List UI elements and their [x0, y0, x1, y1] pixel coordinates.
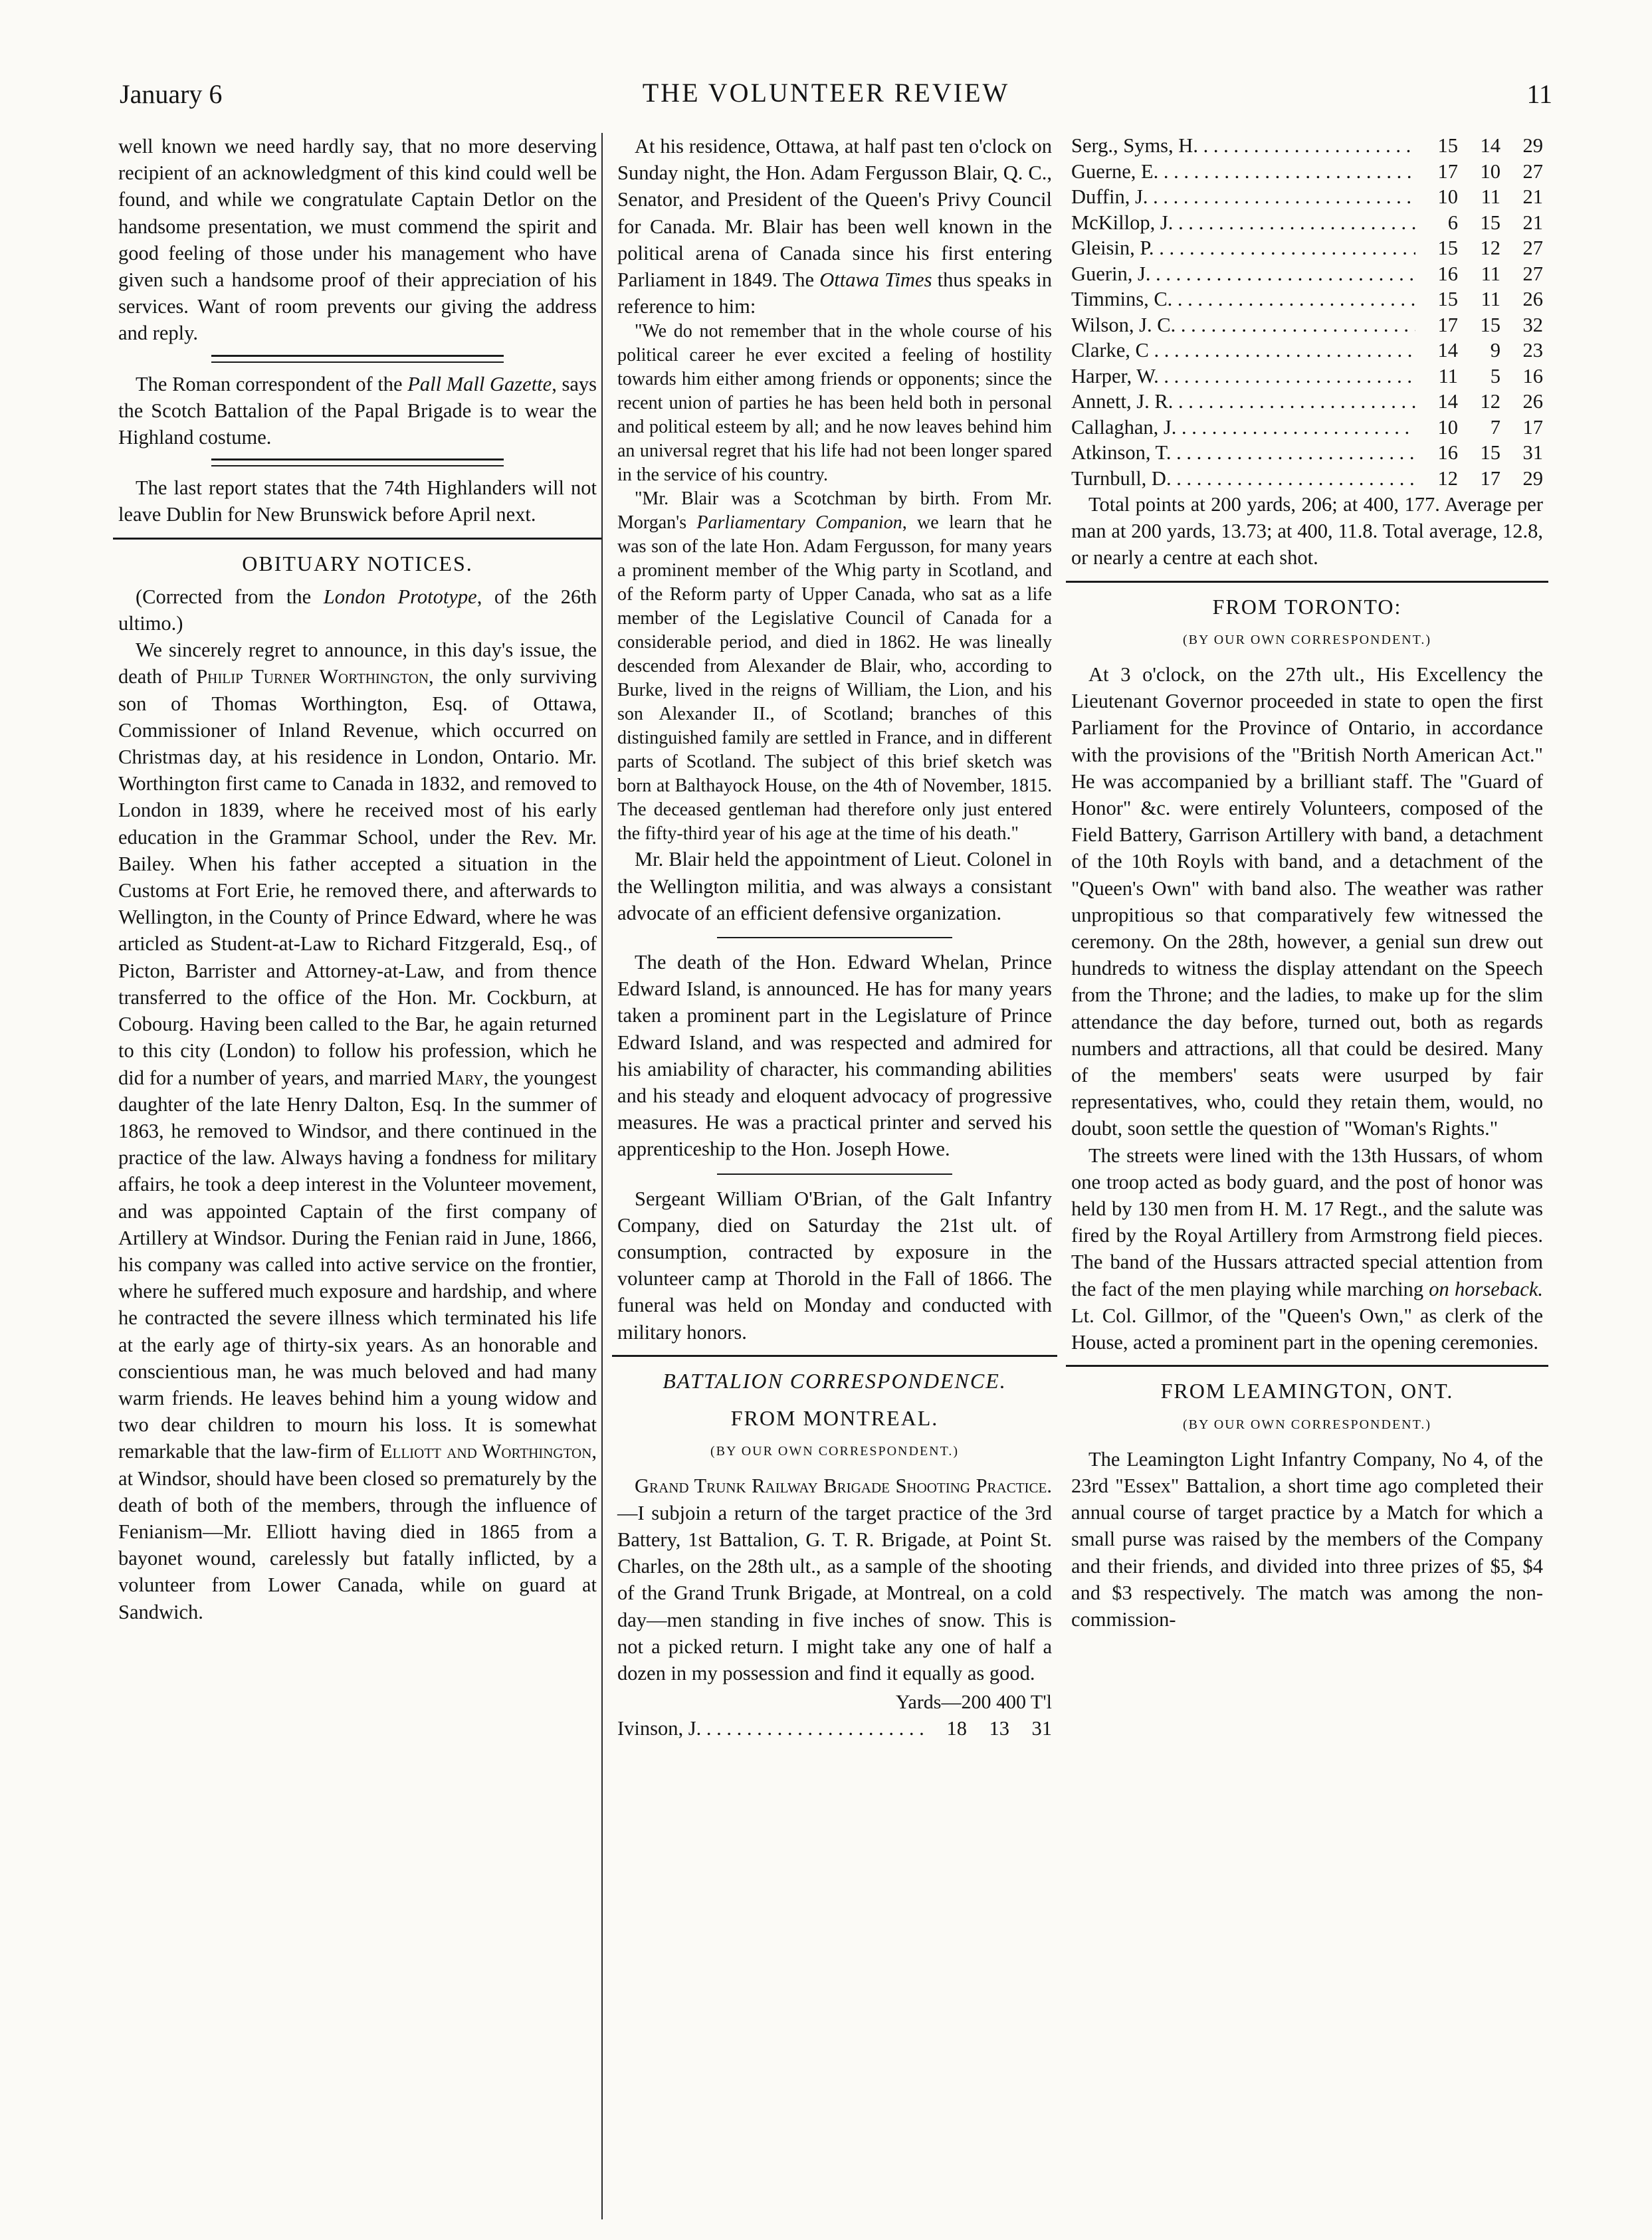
- score-row: [1071, 235, 1543, 261]
- score-name: Turnbull, D. . . .: [1071, 466, 1415, 492]
- score-200: 17: [1437, 159, 1458, 183]
- score-name: Gleisin, P. . . .: [1071, 235, 1415, 261]
- toronto-paragraph-1: At 3 o'clock, on the 27th ult., His Excellency the Lieutenant Governor proceeded in state to open the first Parliament for the Province of Ontario, in accordance with the provisions of the "British North American Act." He was accompanied by a brilliant staff. The "Guard of Honor" &c. were entirely Volunteers, composed of the Field Battery, Garrison Artillery with band, a detachment of the 10th Royls with band, and a detachment of the "Queen's Own" with band also. The weather was rather unpropitious so that comparatively few witnessed the ceremony. On the 28th, however, a genial sun drew out hundreds to witness the display attendant on the Speech from the Throne; and the ladies, to make up for the slim attendance the day before, turned out, both as regards numbers and attractions, all that could be desired. Many of the members' seats were usurped by fair representatives, who, could they retain them, would, no doubt, soon settle the question of "Woman's Rights.": [1071, 663, 1543, 1140]
- score-total: 21: [1522, 185, 1543, 208]
- score-row: [1071, 159, 1543, 185]
- score-total: 26: [1522, 288, 1543, 310]
- score-table: [1071, 133, 1543, 491]
- section-divider: [717, 1173, 952, 1175]
- score-200: 10: [1437, 185, 1458, 208]
- text-run: on horseback.: [1429, 1277, 1543, 1300]
- toronto-paragraph-2: [1071, 1142, 1543, 1356]
- score-400: 17: [1480, 466, 1500, 490]
- text-run: (Corrected from the: [136, 585, 324, 608]
- text-run: Elliott and Worthington: [379, 1440, 592, 1463]
- obrian-paragraph: Sergeant William O'Brian, of the Galt Infantry Company, died on Saturday the 21st ult. of consumption, contracted by exposure in the volunteer camp at Thorold in the Fall of 1866. The funeral was held on Monday and conducted with military honors.: [617, 1187, 1052, 1344]
- score-name: McKillop, J. . . .: [1071, 210, 1415, 236]
- montreal-byline: (BY OUR OWN CORRESPONDENT.): [710, 1444, 959, 1459]
- score-name: Serg., Syms, H. . . .: [1071, 133, 1415, 159]
- text-run: —I subjoin a return of the target practice of the 3rd Battery, 1st Battalion, G. T. R. Brigade, at Point St. Charles, on the 28th ult., as a sample of the shooting of the Grand Trunk Brigade, at Montreal, on a cold day—men standing in five inches of snow. This is not a picked return. I might take any one of half a dozen in my possession and find it equally as good.: [617, 1501, 1052, 1684]
- score-200: 16: [1437, 441, 1458, 464]
- score-row: [1071, 184, 1543, 210]
- score-400: 11: [1481, 288, 1500, 310]
- score-400: 7: [1490, 415, 1500, 439]
- score-name: Duffin, J. . . .: [1071, 184, 1415, 210]
- score-total: 31: [1031, 1717, 1052, 1740]
- section-divider: [113, 538, 602, 540]
- score-row: [1071, 312, 1543, 338]
- score-total: 16: [1522, 364, 1543, 387]
- leamington-byline: (BY OUR OWN CORRESPONDENT.): [1183, 1417, 1431, 1432]
- blair-quote-1: "We do not remember that in the whole course of his political career he ever excited a feeling of hostility towards him either among friends or opponents; since the recent union of parties he has been held both in personal and political esteem by all; and he now leaves behind him an universal regret that his life had not been longer spared in the service of his country.: [617, 321, 1052, 486]
- score-name: Clarke, C . . .: [1071, 338, 1415, 363]
- score-200: 15: [1437, 288, 1458, 310]
- text-run: At his residence, Ottawa, at half past ten o'clock on Sunday night, the Hon. Adam Fergusson Blair, Q. C., Senator, and President of the Queen's Privy Council for Canada. Mr. Blair has been well known in the political arena of Canada since his first entering Parliament in 1849. The: [617, 135, 1052, 292]
- highlanders-paragraph: The last report states that the 74th Highlanders will not leave Dublin for New Brunswick before April next.: [118, 476, 597, 526]
- column-1: [118, 133, 597, 1625]
- page-number: 11: [1526, 79, 1552, 109]
- text-run: We sincerely regret to announce, in this day's issue, the death of: [118, 639, 597, 688]
- section-divider: [211, 458, 504, 466]
- score-total: 29: [1522, 134, 1543, 157]
- section-divider: [1066, 581, 1548, 583]
- header-date: January 6: [120, 79, 223, 109]
- score-400: 15: [1480, 211, 1500, 234]
- text-run: , we learn that he was son of the late Hon. Adam Fergusson, for many years a prominent member of the Whig party in Scotland, and of the Reform party of Upper Canada, who sat as a life member of the Legislative Council of Canada for a considerable period, and died in 1862. He was lineally descended from Alexander de Blair, who, according to Burke, lived in the reigns of William, the Lion, and his son Alexander II., of Scotland; branches of this distinguished family are settled in France, and in different parts of Scotland. The subject of this brief sketch was born at Balthayock House, on the 4th of November, 1815. The deceased gentleman had therefore only just entered the fifty-third year of his age at the time of his death.": [617, 512, 1052, 845]
- text-run: Ottawa Times: [819, 268, 932, 292]
- text-run: Philip Turner Worthington: [196, 665, 429, 688]
- text-run: , of the 26th ultimo.): [118, 585, 597, 635]
- text-run: Parliamentary Companion: [696, 512, 902, 534]
- score-total: 23: [1522, 339, 1543, 361]
- score-name: Wilson, J. C. . . .: [1071, 312, 1415, 338]
- score-total: 31: [1522, 441, 1543, 464]
- score-name: Guerne, E. . . .: [1071, 159, 1415, 185]
- text-run: London Prototype: [323, 585, 477, 608]
- score-400: 12: [1480, 237, 1500, 259]
- score-total: 26: [1522, 390, 1543, 413]
- score-name: Timmins, C. . . .: [1071, 286, 1415, 312]
- score-400: 15: [1480, 313, 1500, 336]
- score-200: 17: [1437, 313, 1458, 336]
- score-400: 11: [1481, 262, 1500, 285]
- toronto-byline: (BY OUR OWN CORRESPONDENT.): [1183, 632, 1431, 647]
- text-run: "Mr. Blair was a Scotchman by birth. From Mr. Morgan's: [617, 488, 1052, 534]
- score-row: [1071, 466, 1543, 492]
- score-200: 15: [1437, 237, 1458, 259]
- score-200: 12: [1437, 466, 1458, 490]
- score-400: 5: [1490, 364, 1500, 387]
- score-total: 32: [1522, 313, 1543, 336]
- toronto-heading: FROM TORONTO:: [1212, 594, 1402, 619]
- score-name: Annett, J. R. . . .: [1071, 389, 1415, 415]
- score-row: [1071, 210, 1543, 236]
- text-run: , says the Scotch Battalion of the Papal Brigade is to wear the Highland costume.: [118, 372, 597, 449]
- section-divider: [211, 355, 504, 363]
- text-run: Lt. Col. Gillmor, of the "Queen's Own," as clerk of the House, acted a prominent part in the opening ceremonies.: [1071, 1304, 1543, 1354]
- score-row: [1071, 415, 1543, 441]
- score-name: Harper, W. . . .: [1071, 363, 1415, 389]
- score-table-header: Yards—200 400 T'l: [895, 1691, 1052, 1714]
- score-400: 14: [1480, 134, 1500, 157]
- papal-brigade-paragraph: [118, 371, 597, 451]
- detlor-paragraph: well known we need hardly say, that no more deserving recipient of an acknowledgment of this kind could well be found, and while we congratulate Captain Detlor on the handsome presentation, we must commend the spirit and good feeling of those under his management who have given such a handsome proof of their appreciation of his services. Want of room prevents our giving the address and reply.: [118, 135, 597, 345]
- score-row: [1071, 133, 1543, 159]
- score-200: 16: [1437, 262, 1458, 285]
- score-total: 27: [1522, 237, 1543, 259]
- score-name: Atkinson, T. . . .: [1071, 440, 1415, 466]
- score-total: 17: [1522, 415, 1543, 439]
- score-totals-paragraph: Total points at 200 yards, 206; at 400, 177. Average per man at 200 yards, 13.73; at 400, 11.8. Total average, 12.8, or nearly a centre at each shot.: [1071, 493, 1543, 569]
- leamington-heading: FROM LEAMINGTON, ONT.: [1160, 1379, 1454, 1403]
- score-200: 10: [1437, 415, 1458, 439]
- text-run: , the only surviving son of Thomas Worthington, Esq. of Ottawa, Commissioner of Inland Revenue, which occurred on Christmas day, at his residence in London, Ontario. Mr. Worthington first came to Canada in 1832, and removed to London in 1839, where he received most of his early education in the Grammar School, under the Rev. Mr. Bailey. When his father accepted a situation in the Customs at Fort Erie, he removed there, and afterwards to Wellington, in the County of Prince Edward, where he was articled as Student-at-Law to Richard Fitzgerald, Esq., of Picton, Barrister and Attorney-at-Law, and from thence transferred to the office of the Hon. Mr. Cockburn, at Cobourg. Having been called to the Bar, he again returned to this city (London) to follow his profession, which he did for a number of years, and married: [118, 665, 597, 1089]
- text-run: Pall Mall Gazette: [407, 372, 552, 395]
- obituary-heading: OBITUARY NOTICES.: [242, 551, 473, 575]
- score-row: [617, 1716, 1052, 1742]
- score-name: Callaghan, J. . . .: [1071, 415, 1415, 441]
- montreal-heading: FROM MONTREAL.: [730, 1406, 939, 1431]
- score-200: 14: [1437, 339, 1458, 361]
- score-name: Ivinson, J. . . .: [617, 1716, 924, 1742]
- text-run: Grand Trunk Railway Brigade Shooting Practice.: [635, 1475, 1052, 1498]
- score-total: 21: [1522, 211, 1543, 234]
- score-200: 18: [946, 1717, 967, 1740]
- text-run: The Roman correspondent of the: [136, 372, 408, 395]
- section-divider: [1066, 1365, 1548, 1367]
- shooting-practice-paragraph: [617, 1473, 1052, 1686]
- score-400: 10: [1480, 159, 1500, 183]
- page-header: [0, 0, 1652, 113]
- score-400: 9: [1490, 339, 1500, 361]
- text-run: , at Windsor, should have been closed so prematurely by the death of both of the members, through the influence of Fenianism—Mr. Elliott having died in 1865 from a bayonet wound, carelessly but fatally inflicted, by a volunteer from Lower Canada, while on guard at Sandwich.: [118, 1440, 597, 1623]
- text-run: Mary: [437, 1066, 484, 1089]
- blair-paragraph: [617, 133, 1052, 320]
- obituary-note: [118, 583, 597, 637]
- column-2: [601, 133, 1052, 2219]
- text-run: thus speaks in reference to him:: [617, 268, 1052, 318]
- section-divider: [612, 1355, 1057, 1357]
- score-row: [1071, 261, 1543, 287]
- blair-quote-2: [617, 487, 1052, 846]
- score-total: 27: [1522, 159, 1543, 183]
- score-row: [1071, 363, 1543, 389]
- battalion-heading: BATTALION CORRESPONDENCE.: [663, 1368, 1007, 1393]
- publication-title: THE VOLUNTEER REVIEW: [642, 78, 1010, 108]
- column-3: [1071, 133, 1543, 1633]
- score-row: [1071, 440, 1543, 466]
- score-total: 29: [1522, 466, 1543, 490]
- score-400: 11: [1481, 185, 1500, 208]
- score-400: 12: [1480, 390, 1500, 413]
- section-divider: [717, 937, 952, 938]
- whelan-paragraph: The death of the Hon. Edward Whelan, Prince Edward Island, is announced. He has for many years taken a prominent part in the Legislature of Prince Edward Island, and was respected and admired for his amiability of character, his commanding abilities and his steady and eloquent advocacy of progressive measures. He was a practical printer and served his apprenticeship to the Hon. Joseph Howe.: [617, 951, 1052, 1161]
- score-200: 6: [1447, 211, 1458, 234]
- score-row: [1071, 389, 1543, 415]
- score-total: 27: [1522, 262, 1543, 285]
- score-name: Guerin, J. . . .: [1071, 261, 1415, 287]
- obituary-worthington: [118, 637, 597, 1625]
- score-200: 14: [1437, 390, 1458, 413]
- score-400: 15: [1480, 441, 1500, 464]
- score-row: [1071, 286, 1543, 312]
- blair-militia-paragraph: Mr. Blair held the appointment of Lieut. Colonel in the Wellington militia, and was always a consistant advocate of an efficient defensive organization.: [617, 848, 1052, 924]
- score-200: 11: [1438, 364, 1458, 387]
- text-run: , the youngest daughter of the late Henry Dalton, Esq. In the summer of 1863, he removed to Windsor, and there continued in the practice of the law. Always having a fondness for military affairs, he took a deep interest in the Volunteer movement, and was appointed Captain of the first company of Artillery at Windsor. During the Fenian raid in June, 1866, his company was called into active service on the frontier, where he suffered much exposure and hardship, and where he contracted the severe illness which terminated his life at the early age of thirty-six years. As an honorable and conscientious man, he was much beloved and had many warm friends. He leaves behind him a young widow and two dear children to mourn his loss. It is somewhat remarkable that the law-firm of: [118, 1066, 597, 1463]
- score-200: 15: [1437, 134, 1458, 157]
- score-row: [1071, 338, 1543, 363]
- leamington-paragraph: The Leamington Light Infantry Company, No 4, of the 23rd "Essex" Battalion, a short time ago completed their annual course of target practice by a Match for which a small purse was raised by the members of the Company and their friends, and divided into three prizes of $5, $4 and $3 respectively. The match was among the non-commission-: [1071, 1447, 1543, 1631]
- score-400: 13: [989, 1717, 1009, 1740]
- text-run: The streets were lined with the 13th Hussars, of whom one troop acted as body guard, and the post of honor was held by 130 men from H. M. 17 Regt., and the salute was fired by the Royal Artillery from Armstrong field pieces. The band of the Hussars attracted special attention from the fact of the men playing while marching: [1071, 1144, 1543, 1300]
